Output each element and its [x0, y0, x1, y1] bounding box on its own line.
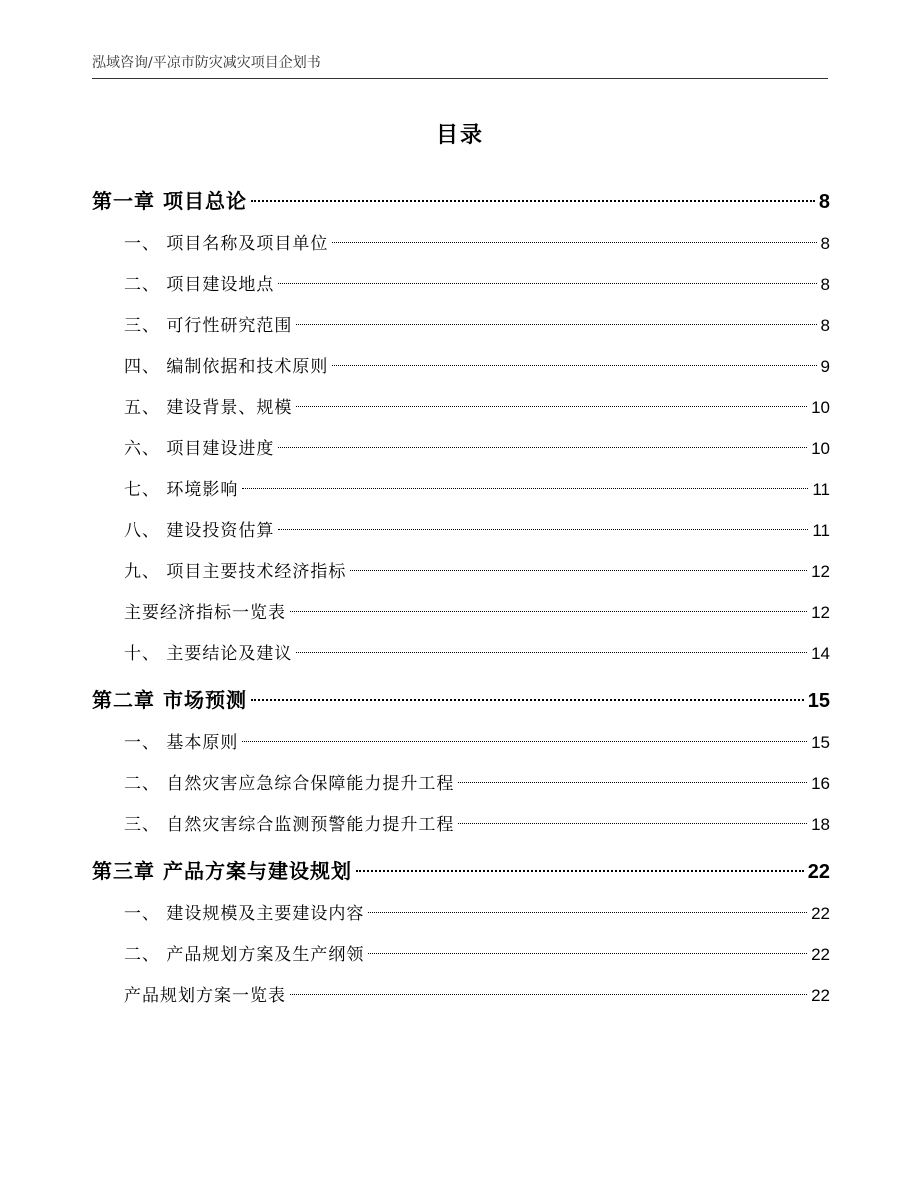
toc-section[interactable] [92, 428, 830, 469]
toc-page-number: 9 [820, 357, 830, 376]
toc-entry-label: 三、 可行性研究范围 [124, 316, 293, 336]
toc-entry-label: 二、 产品规划方案及生产纲领 [124, 945, 365, 965]
toc-section[interactable] [92, 469, 830, 510]
toc-leader [290, 994, 807, 995]
toc-entry-label: 八、 建设投资估算 [124, 521, 275, 541]
toc-section[interactable] [92, 223, 830, 264]
toc-entry-label: 一、 基本原则 [124, 733, 239, 753]
toc-page-number: 12 [811, 562, 830, 581]
toc-leader [242, 488, 808, 489]
toc-leader [296, 406, 807, 407]
toc-section[interactable] [92, 934, 830, 975]
toc-page-number: 14 [811, 644, 830, 663]
toc-page-number: 16 [811, 774, 830, 793]
toc-section[interactable] [92, 722, 830, 763]
toc-leader [242, 741, 807, 742]
toc-leader [332, 242, 816, 243]
toc-entry-label: 七、 环境影响 [124, 480, 239, 500]
toc-page-number: 22 [807, 861, 830, 883]
toc-section[interactable] [92, 510, 830, 551]
toc-page-number: 15 [807, 690, 830, 712]
toc-section[interactable] [92, 633, 830, 674]
toc-page-number: 22 [811, 945, 830, 964]
toc-page-number: 12 [811, 603, 830, 622]
toc-section[interactable] [92, 893, 830, 934]
toc-page-number: 8 [820, 234, 830, 253]
toc-chapter-2[interactable] [92, 678, 830, 722]
toc-section[interactable] [92, 804, 830, 845]
toc-entry-label: 一、 建设规模及主要建设内容 [124, 904, 365, 924]
toc-section[interactable] [92, 346, 830, 387]
toc-section[interactable] [92, 592, 830, 633]
toc-entry-label: 第一章 项目总论 [92, 189, 247, 213]
toc-leader [368, 912, 807, 913]
header-rule [92, 78, 828, 79]
toc-leader [458, 782, 807, 783]
toc-leader [332, 365, 816, 366]
toc-entry-label: 四、 编制依据和技术原则 [124, 357, 329, 377]
toc-leader [296, 652, 807, 653]
toc-chapter-1[interactable] [92, 179, 830, 223]
toc-leader [356, 870, 804, 872]
toc-page-number: 22 [811, 986, 830, 1005]
toc-chapter-3[interactable] [92, 849, 830, 893]
toc-leader [368, 953, 807, 954]
toc-leader [278, 283, 816, 284]
table-of-contents [92, 175, 830, 1016]
toc-leader [350, 570, 807, 571]
toc-entry-label: 十、 主要结论及建议 [124, 644, 293, 664]
toc-page-number: 8 [818, 191, 830, 213]
toc-leader [296, 324, 816, 325]
running-header: 泓域咨询/平凉市防灾减灾项目企划书 [92, 55, 321, 71]
toc-leader [251, 699, 804, 701]
toc-section[interactable] [92, 551, 830, 592]
toc-page-number: 10 [811, 398, 830, 417]
toc-section[interactable] [92, 305, 830, 346]
toc-entry-label: 二、 项目建设地点 [124, 275, 275, 295]
toc-section[interactable] [92, 763, 830, 804]
toc-entry-label: 五、 建设背景、规模 [124, 398, 293, 418]
toc-page-number: 22 [811, 904, 830, 923]
toc-entry-label: 六、 项目建设进度 [124, 439, 275, 459]
toc-entry-label: 一、 项目名称及项目单位 [124, 234, 329, 254]
toc-entry-label: 产品规划方案一览表 [124, 986, 286, 1006]
toc-entry-label: 第二章 市场预测 [92, 688, 247, 712]
toc-title: 目录 [435, 123, 484, 148]
toc-page-number: 18 [811, 815, 830, 834]
toc-section[interactable] [92, 264, 830, 305]
toc-leader [290, 611, 807, 612]
toc-section[interactable] [92, 975, 830, 1016]
toc-page-number: 11 [812, 480, 830, 499]
toc-entry-label: 主要经济指标一览表 [124, 603, 286, 623]
toc-leader [458, 823, 807, 824]
toc-leader [251, 200, 815, 202]
toc-page-number: 11 [812, 521, 830, 540]
toc-entry-label: 第三章 产品方案与建设规划 [92, 859, 352, 883]
toc-leader [278, 447, 807, 448]
toc-page-number: 8 [820, 275, 830, 294]
toc-leader [278, 529, 808, 530]
toc-page-number: 8 [820, 316, 830, 335]
toc-section[interactable] [92, 387, 830, 428]
toc-page-number: 10 [811, 439, 830, 458]
toc-entry-label: 三、 自然灾害综合监测预警能力提升工程 [124, 815, 455, 835]
toc-entry-label: 九、 项目主要技术经济指标 [124, 562, 347, 582]
toc-entry-label: 二、 自然灾害应急综合保障能力提升工程 [124, 774, 455, 794]
toc-page-number: 15 [811, 733, 830, 752]
